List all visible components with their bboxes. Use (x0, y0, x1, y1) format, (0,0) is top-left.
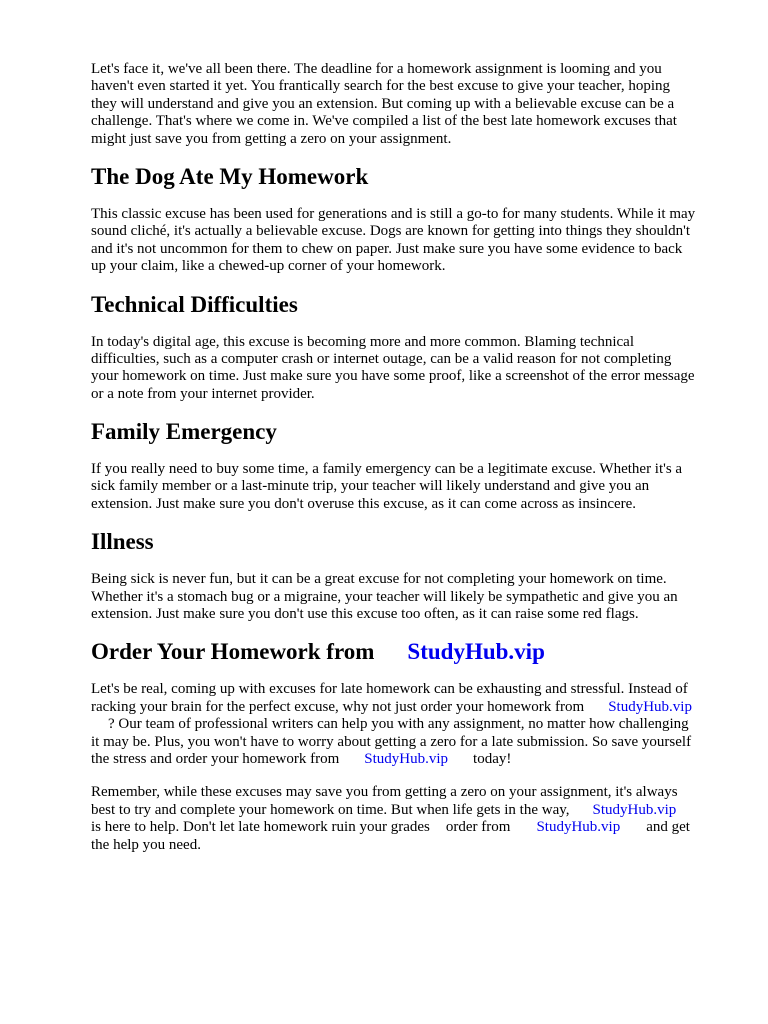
text-segment: racking your brain for the perfect excuse, why not just order your homework from (91, 698, 585, 715)
heading-order-homework (91, 639, 768, 665)
order-paragraph-2 (91, 784, 768, 854)
text-line (91, 837, 768, 854)
text-line: challenge. That's where we come in. We've compiled a list of the best late homework excuses that (91, 113, 677, 130)
text-segment: today! (473, 750, 512, 767)
text-line (91, 699, 768, 716)
family-emergency-paragraph (91, 461, 768, 513)
text-segment: ? Our team of professional writers can help you with any assignment, no matter how challenging (108, 716, 689, 733)
text-line (91, 716, 768, 733)
text-segment: Remember, while these excuses may save you from getting a zero on your assignment, it's always (91, 784, 678, 801)
text-line: Being sick is never fun, but it can be a great excuse for not completing your homework on time. (91, 571, 667, 588)
text-line: If you really need to buy some time, a family emergency can be a legitimate excuse. Whether it's a (91, 461, 683, 478)
text-line: up your claim, like a chewed-up corner of your homework. (91, 258, 446, 275)
order-paragraph-1 (91, 681, 768, 768)
text-line: extension. Just make sure you don't overuse this excuse, as it can come across as insincere. (91, 495, 637, 512)
studyhub-link[interactable]: StudyHub.vip (592, 801, 677, 818)
text-line (91, 784, 768, 801)
studyhub-heading-link[interactable]: StudyHub.vip (407, 639, 545, 665)
text-line (91, 734, 768, 751)
illness-paragraph (91, 571, 768, 623)
text-line (91, 819, 768, 836)
text-segment: order from (445, 819, 511, 836)
text-line: Let's face it, we've all been there. The deadline for a homework assignment is looming and you (91, 61, 662, 77)
studyhub-link[interactable]: StudyHub.vip (364, 750, 449, 767)
text-line: extension. Just make sure you don't use this excuse too often, as it can raise some red flags. (91, 606, 639, 623)
heading-illness: Illness (91, 529, 154, 555)
studyhub-link[interactable]: StudyHub.vip (536, 819, 621, 836)
heading-family-emergency: Family Emergency (91, 419, 277, 445)
text-line: sick family member or a last-minute trip, your teacher will likely understand and give you an (91, 478, 650, 495)
text-line: In today's digital age, this excuse is becoming more and more common. Blaming technical (91, 333, 634, 350)
text-segment: the stress and order your homework from (91, 750, 340, 767)
heading-dog-ate-homework: The Dog Ate My Homework (91, 163, 369, 189)
dog-ate-homework-paragraph (91, 206, 768, 276)
text-line: might just save you from getting a zero on your assignment. (91, 130, 452, 147)
text-line (91, 681, 768, 698)
text-segment: the help you need. (91, 836, 201, 853)
order-heading-text: Order Your Homework from (91, 639, 375, 665)
text-segment: Let's be real, coming up with excuses for late homework can be exhausting and stressful. Instead of (91, 681, 688, 698)
text-segment: it may be. Plus, you won't have to worry about getting a zero for a late submission. So save yourself (91, 733, 692, 750)
text-line (91, 751, 768, 768)
text-line: your homework on time. Just make sure you have some proof, like a screenshot of the error message (91, 368, 695, 385)
text-segment: and get (646, 819, 690, 836)
intro-paragraph (91, 61, 768, 148)
heading-technical-difficulties: Technical Difficulties (91, 291, 298, 317)
text-line: This classic excuse has been used for generations and is still a go-to for many students. While it may (91, 205, 696, 222)
text-line (91, 802, 768, 819)
text-line: difficulties, such as a computer crash or internet outage, can be a valid reason for not completing (91, 350, 672, 367)
technical-difficulties-paragraph (91, 334, 768, 404)
text-line: and it's not uncommon for them to chew on paper. Just make sure you have some evidence to back (91, 240, 683, 257)
text-line: or a note from your internet provider. (91, 385, 315, 402)
text-segment: is here to help. Don't let late homework ruin your grades (91, 819, 430, 836)
text-line: they will understand and give you an extension. But coming up with a believable excuse can be a (91, 95, 675, 112)
text-line: sound cliché, it's actually a believable excuse. Dogs are known for getting into things they shouldn't (91, 223, 691, 240)
text-line: Whether it's a stomach bug or a migraine, your teacher will likely be sympathetic and give you an (91, 588, 678, 605)
text-line: haven't even started it yet. You frantically search for the best excuse to give your teacher, hoping (91, 78, 670, 95)
text-segment: best to try and complete your homework on time. But when life gets in the way, (91, 801, 570, 818)
studyhub-link[interactable]: StudyHub.vip (608, 698, 692, 715)
